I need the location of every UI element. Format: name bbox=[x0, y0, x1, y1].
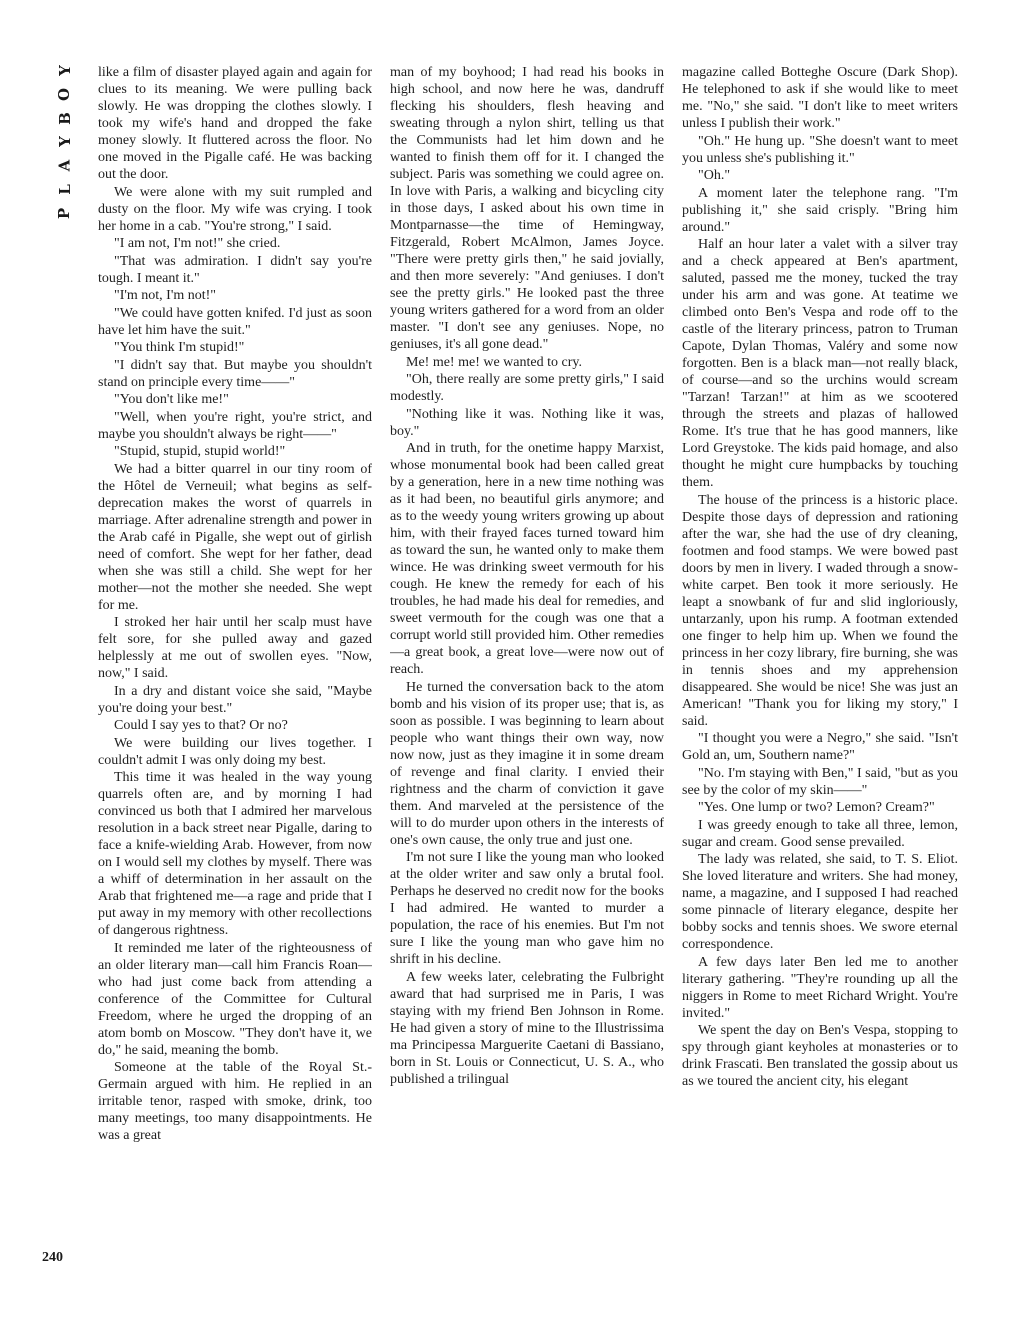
page-number: 240 bbox=[42, 1250, 63, 1265]
text-column-2 bbox=[390, 64, 664, 1274]
paragraph: Someone at the table of the Royal St.-Germain argued with him. He replied in an irritable tenor, rasped with smoke, drink, too many meetings, too many disappointments. He was a great bbox=[98, 1060, 372, 1143]
paragraph: like a film of disaster played again and again for clues to its meaning. We were pulling back slowly. He was dropping the clothes slowly. I took my wife's hand and dropped the fake money slowly. It fluttered across the floor. No one moved in the Pigalle café. He was backing out the door. bbox=[98, 65, 372, 182]
paragraph: I'm not sure I like the young man who looked at the older writer and saw only a brutal fool. Perhaps he deserved no credit now for the books I had admired. He wanted to murder a population, the race of his enemies. But I'm not sure I like the young man who gave him no shrift in his decline. bbox=[390, 850, 664, 967]
paragraph: "I'm not, I'm not!" bbox=[114, 288, 217, 303]
paragraph: "I didn't say that. But maybe you shouldn't stand on principle every time——" bbox=[98, 357, 372, 390]
paragraph: "Well, when you're right, you're strict, and maybe you shouldn't always be right——" bbox=[98, 409, 372, 442]
paragraph: "Yes. One lump or two? Lemon? Cream?" bbox=[698, 800, 935, 815]
masthead-letter: Y bbox=[55, 136, 74, 148]
paragraph: "That was admiration. I didn't say you're tough. I meant it." bbox=[98, 253, 372, 286]
masthead-letter: A bbox=[55, 159, 74, 172]
paragraph: Me! me! me! we wanted to cry. bbox=[406, 354, 582, 370]
paragraph: We spent the day on Ben's Vespa, stopping to spy through giant keyholes at monasteries or to drink Frascati. Ben translated the gossip about us as we toured the ancient city, his elegant bbox=[682, 1023, 958, 1089]
paragraph: We were building our lives together. I couldn't admit I was only doing my best. bbox=[98, 735, 372, 768]
paragraph: Half an hour later a valet with a silver tray and a check appeared at Ben's apartment, saluted, passed me the money, tucked the tray under his arm and was gone. At teatime we climbed onto Ben's Vespa and rode off to the castle of the literary princess, patron to Truman Capote, Dylan Thomas, Valéry and some now forgotten. Ben is a black man—not really black, of course—and so the urchins would scream "Tarzan! Tarzan!" at him as we scootered through the streets and plazas of hallowed Rome. It's true that he has good manners, like Lord Greystoke. The kids paid homage, and also thought he might cure humpbacks by touching them. bbox=[682, 237, 958, 490]
paragraph: A moment later the telephone rang. "I'm publishing it," she said crisply. "Bring him around." bbox=[682, 185, 958, 235]
masthead-letter: L bbox=[55, 184, 74, 195]
paragraph: "I thought you were a Negro," she said. "Isn't Gold an, um, Southern name?" bbox=[682, 731, 958, 763]
paragraph: "You think I'm stupid!" bbox=[114, 340, 245, 355]
paragraph: man of my boyhood; I had read his books in high school, and now here he was, dandruff flecking his shoulders, flesh heaving and sweating through a nylon shirt, telling us that the Communists had let him down and he wanted to finish them off for it. I changed the subject. Paris was something we could agree on. In love with Paris, a walking and bicycling city in those days, I asked about his own time in Montparnasse—the time of Hemingway, Fitzgerald, Robert McAlmon, James Joyce. "There were pretty girls then," he said jovially, and then more severely: "And geniuses. I don't see the pretty girls." He looked past the three young writers gathered for a word from an older master. "I don't see any geniuses. Nope, no geniuses, it's all gone dead." bbox=[390, 65, 664, 352]
paragraph: This time it was healed in the way young quarrels often are, and by morning I had convinced us both that I admired her marvelous resolution in a back street near Pigalle, daring to face a knife-wielding Arab. However, from now on I would sell my clothes by myself. There was a whiff of determination in her assault on the Arab that frightened me—a rage and pride that I put away in my memory with other recollections of dangerous rightness. bbox=[98, 770, 372, 938]
paragraph: It reminded me later of the righteousness of an older literary man—call him Francis Roan—who had just come back from attending a conference of the Committee for Cultural Freedom, where he urged the dropping of an atom bomb on Moscow. "They don't have it, we do," he said, meaning the bomb. bbox=[98, 940, 372, 1058]
paragraph: "Stupid, stupid, stupid world!" bbox=[114, 444, 286, 459]
paragraph: magazine called Botteghe Oscure (Dark Shop). He telephoned to ask if she would like to meet me. "No," she said. "I don't like to meet writers unless I publish their work." bbox=[682, 65, 958, 131]
paragraph: "I am not, I'm not!" she cried. bbox=[114, 236, 281, 251]
running-head-playboy bbox=[50, 62, 80, 222]
paragraph: A few days later Ben led me to another literary gathering. "They're rounding up all the niggers in Rome to meet Richard Wright. You're invited." bbox=[682, 954, 958, 1021]
paragraph: We had a bitter quarrel in our tiny room of the Hôtel de Verneuil; what begins as self-deprecation makes the worst of quarrels in marriage. After adrenaline strength and power in the Arab café in Pigalle, she wept out of girlish need of comfort. She wept for her father, dead when she was still a child. She wept for her mother—not the mother she needed. She wept for me. bbox=[98, 461, 372, 613]
paragraph: "Oh, there really are some pretty girls," I said modestly. bbox=[390, 372, 664, 404]
masthead-letter: Y bbox=[55, 65, 74, 76]
masthead-letter: B bbox=[55, 111, 74, 125]
paragraph: "No. I'm staying with Ben," I said, "but as you see by the color of my skin——" bbox=[682, 765, 958, 798]
paragraph: I was greedy enough to take all three, lemon, sugar and cream. Good sense prevailed. bbox=[682, 817, 958, 850]
paragraph: He turned the conversation back to the atom bomb and his vision of its proper use; that is, as soon as possible. I was beginning to learn about people who want things their own way, now now now, just as they imagine it in some dream of revenge and final clarity. I envied their rightness and the charm of conviction it gave them. And marveled at the persistence of the will to do murder upon others in the interests of one's own cause, the only true and just one. bbox=[390, 679, 664, 848]
paragraph: In a dry and distant voice she said, "Maybe you're doing your best." bbox=[98, 683, 372, 716]
paragraph: Could I say yes to that? Or no? bbox=[114, 718, 288, 733]
masthead-letter: P bbox=[55, 207, 74, 220]
paragraph: And in truth, for the onetime happy Marxist, whose monumental book had been called great by a generation, here in a new time nothing was as it had been, no beautiful girls anymore; and as to the weedy young writers growing up about him, with their frayed faces turned toward him as toward the sun, he wanted only to make them wince. He was drinking sweet vermouth for his cough. He knew the remedy for each of his troubles, he had made his deal for remedies, and sweet vermouth for the cough was one that a corrupt world still provided him. Other remedies—a great book, a great love—were now out of reach. bbox=[390, 441, 664, 677]
paragraph: "Nothing like it was. Nothing like it was, boy." bbox=[390, 406, 664, 439]
paragraph: The house of the princess is a historic place. Despite those days of depression and rationing after the war, she had the use of dry cleaning, footmen and food stamps. We were bowed past doors by men in livery. I waded through a snow-white carpet. Ben took it more seriously. He leapt a snowbank of fur and slid ingloriously, untarzanly, upon his rump. A footman extended one finger to help him up. When we found the princess in her cozy library, fire burning, she was in tennis shoes and my apprehension disappeared. She would be nice! She was just an American! "Thank you for liking my story," I said. bbox=[682, 492, 958, 729]
text-column-3 bbox=[682, 64, 958, 1274]
masthead-letter: O bbox=[55, 87, 74, 101]
paragraph: The lady was related, she said, to T. S. Eliot. She loved literature and writers. She had money, name, a magazine, and I supposed I had reached some pinnacle of literary elegance, despite her bobby socks and tennis shoes. We swore eternal correspondence. bbox=[682, 852, 958, 952]
paragraph: A few weeks later, celebrating the Fulbright award that had surprised me in Paris, I was staying with my friend Ben Johnson in Rome. He had given a story of mine to the Illustrissima ma Principessa Marguerite Caetani di Bassiano, born in St. Louis or Connecticut, U. S. A., who published a trilingual bbox=[390, 969, 664, 1087]
paragraph: "We could have gotten knifed. I'd just as soon have let him have the suit." bbox=[98, 305, 372, 338]
paragraph: "You don't like me!" bbox=[114, 392, 229, 407]
paragraph: I stroked her hair until her scalp must have felt sore, for she pulled away and gazed helplessly at me out of swollen eyes. "Now, now," I said. bbox=[98, 615, 372, 681]
paragraph: "Oh." He hung up. "She doesn't want to meet you unless she's publishing it." bbox=[682, 133, 958, 166]
text-column-1 bbox=[98, 64, 372, 1274]
paragraph: "Oh." bbox=[698, 168, 731, 183]
paragraph: We were alone with my suit rumpled and dusty on the floor. My wife was crying. I took her home in a cab. "You're strong," I said. bbox=[98, 184, 372, 234]
